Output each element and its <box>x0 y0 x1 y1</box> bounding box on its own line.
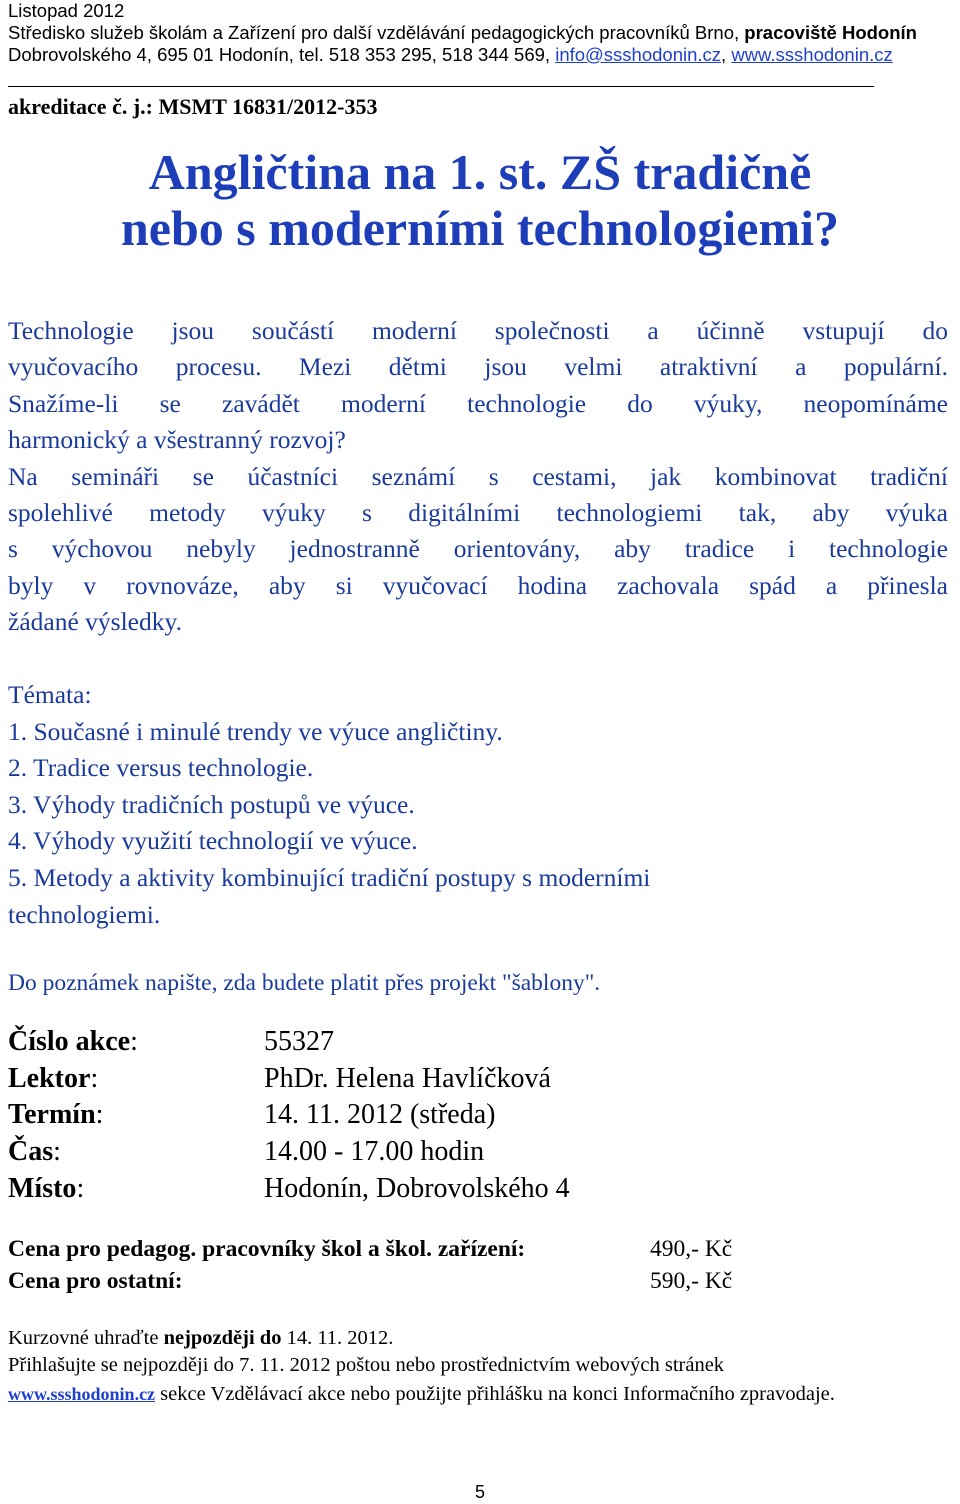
header-address-text: Dobrovolského 4, 695 01 Hodonín, tel. 518 353 295, 518 344 569, <box>8 44 551 65</box>
intro-line: žádané výsledky. <box>8 607 182 637</box>
topic-item: 5. Metody a aktivity kombinující tradiční postupy s moderními <box>8 862 651 892</box>
signup-line: Přihlašujte se nejpozději do 7. 11. 2012 poštou nebo prostřednictvím webových stránek <box>8 1354 725 1376</box>
intro-line: spolehlivé metody výuky s digitálními technologiemi tak, aby výuka <box>8 498 948 528</box>
detail-value-place: Hodonín, Dobrovolského 4 <box>264 1173 570 1204</box>
topic-item: 3. Výhody tradičních postupů ve výuce. <box>8 789 415 819</box>
header-org-line: Středisko služeb školám a Zařízení pro další vzdělávání pedagogických pracovníků Brno, <box>8 22 740 43</box>
title-line-2: nebo s moderními technologiemi? <box>120 200 840 256</box>
intro-line: harmonický a všestranný rozvoj? <box>8 425 346 455</box>
signup-line-2 <box>8 1383 835 1406</box>
price-value-others: 590,- Kč <box>650 1268 733 1294</box>
header-organization <box>8 22 917 44</box>
intro-line: Technologie jsou součástí moderní společnosti a účinně vstupují do <box>8 316 948 345</box>
topics-list <box>8 677 650 933</box>
header-separator: , <box>721 44 727 65</box>
intro-line: vyučovacího procesu. Mezi dětmi jsou velmi atraktivní a populární. <box>8 352 948 382</box>
detail-label-place: Místo: <box>8 1173 85 1204</box>
detail-label-event-number: Číslo akce: <box>8 1026 138 1057</box>
header-web-link[interactable]: www.ssshodonin.cz <box>731 44 893 65</box>
intro-line: s výchovou nebyly jednostranně orientovány, aby tradice i technologie <box>8 534 948 564</box>
detail-label-lecturer: Lektor: <box>8 1063 99 1094</box>
price-label-others: Cena pro ostatní: <box>8 1268 183 1294</box>
title-line-1: Angličtina na 1. st. ZŠ tradičně <box>148 144 812 200</box>
payment-deadline: Kurzovné uhraďte nejpozději do 14. 11. 2012. <box>8 1327 394 1349</box>
intro-line: Snažíme-li se zavádět moderní technologie do výuky, neopomínáme <box>8 388 948 418</box>
topic-item: 4. Výhody využití technologií ve výuce. <box>8 826 418 856</box>
header-date: Listopad 2012 <box>8 0 125 21</box>
detail-value-date: 14. 11. 2012 (středa) <box>264 1099 496 1130</box>
intro-line: Na semináři se účastníci seznámí s cestami, jak kombinovat tradiční <box>8 461 948 491</box>
topic-item: 1. Současné i minulé trendy ve výuce angličtiny. <box>8 716 503 746</box>
intro-line: byly v rovnováze, aby si vyučovací hodina zachovala spád a přinesla <box>8 570 948 600</box>
topics-heading: Témata: <box>8 680 92 709</box>
detail-value-time: 14.00 - 17.00 hodin <box>264 1136 485 1167</box>
payment-note: Do poznámek napište, zda budete platit přes projekt "šablony". <box>8 970 601 996</box>
signup-rest: sekce Vzdělávací akce nebo použijte přihlášku na konci Informačního zpravodaje. <box>155 1383 835 1405</box>
header-rule <box>8 86 874 87</box>
detail-label-date: Termín: <box>8 1099 104 1130</box>
page-number: 5 <box>474 1482 485 1502</box>
intro-paragraph <box>8 313 948 641</box>
topic-item: technologiemi. <box>8 899 161 929</box>
detail-value-lecturer: PhDr. Helena Havlíčková <box>264 1063 551 1094</box>
detail-label-time: Čas: <box>8 1136 61 1167</box>
header-email-link[interactable]: info@ssshodonin.cz <box>555 44 722 65</box>
detail-value-event-number: 55327 <box>264 1026 334 1057</box>
price-label-teachers: Cena pro pedagog. pracovníky škol a škol. zařízení: <box>8 1236 526 1262</box>
price-value-teachers: 490,- Kč <box>650 1236 733 1262</box>
accreditation: akreditace č. j.: MSMT 16831/2012-353 <box>8 94 378 119</box>
header-address <box>8 44 893 66</box>
header-org-branch: pracoviště Hodonín <box>744 22 917 43</box>
topic-item: 2. Tradice versus technologie. <box>8 753 314 783</box>
footer-web-link[interactable]: www.ssshodonin.cz <box>8 1384 156 1404</box>
